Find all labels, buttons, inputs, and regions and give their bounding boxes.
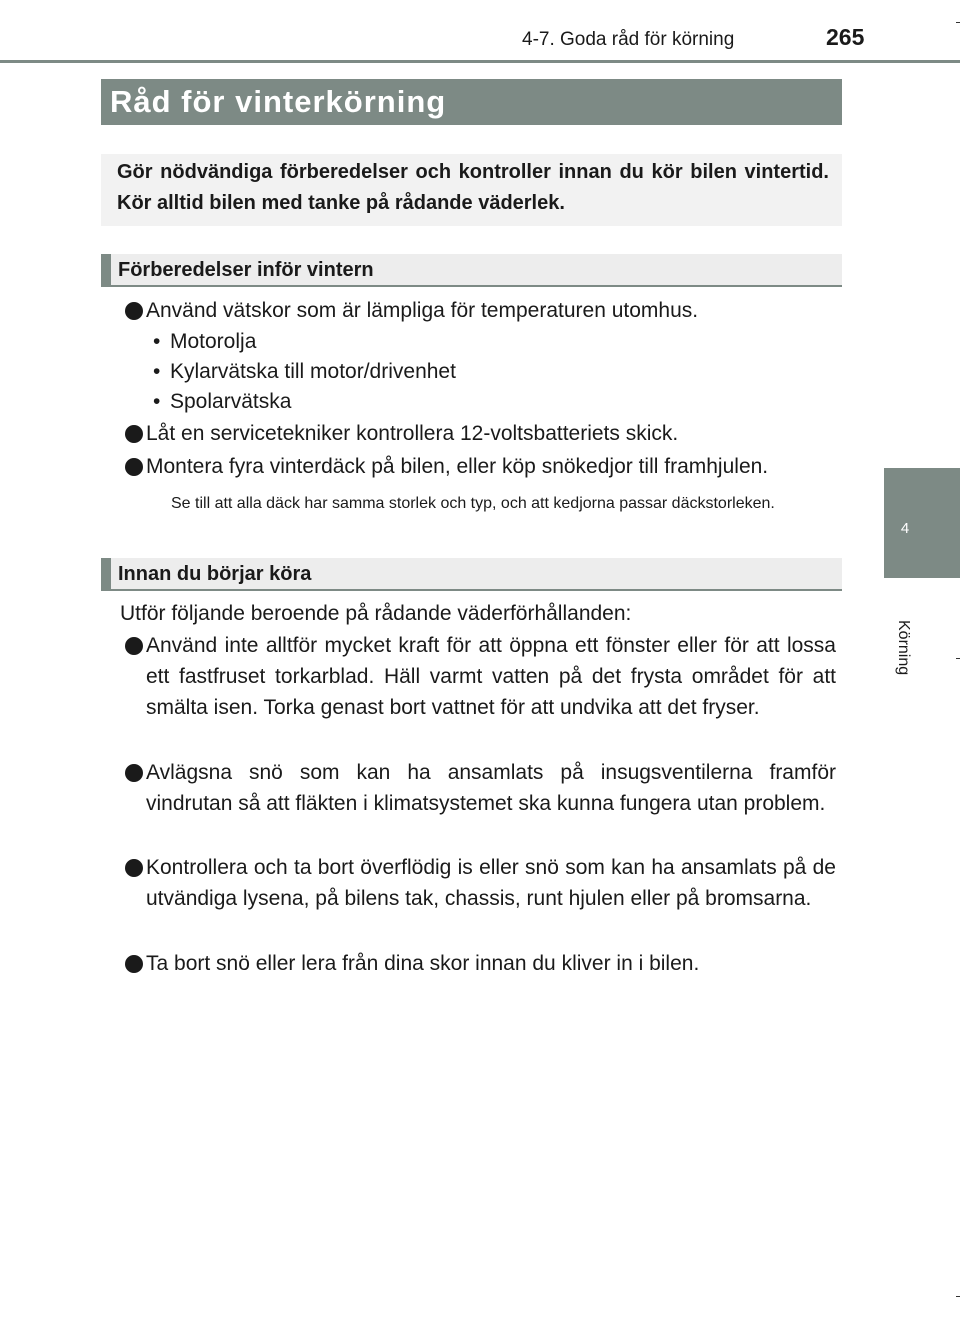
sub-list-item: Kylarvätska till motor/drivenhet	[170, 360, 456, 383]
list-item: Använd inte alltför mycket kraft för att öppna ett fönster eller för att lossa ett fastfruset torkarblad. Häll varmt vatten på det frysta området för att smälta isen. Torka genast bort vattnet för att undvika att det fryser.	[146, 634, 836, 719]
intro-text: Gör nödvändiga förberedelser och kontroller innan du kör bilen vintertid. Kör alltid bilen med tanke på rådande väderlek.	[117, 161, 829, 214]
list-item: Ta bort snö eller lera från dina skor innan du kliver in i bilen.	[146, 952, 700, 975]
bullet-icon	[125, 458, 143, 476]
chapter-number: 4	[900, 520, 910, 537]
page-number: 265	[826, 24, 865, 50]
sub-bullet-icon: •	[153, 330, 161, 353]
list-item: Kontrollera och ta bort överflödig is eller snö som kan ha ansamlats på de utvändiga lysena, på bilens tak, chassis, runt hjulen eller på bromsarna.	[146, 856, 836, 910]
lead-text: Utför följande beroende på rådande väderförhållanden:	[120, 602, 632, 625]
sub-list-item: Motorolja	[170, 330, 257, 353]
section-heading-preparations: Förberedelser inför vintern	[118, 259, 374, 281]
sub-list-item: Spolarvätska	[170, 390, 292, 413]
page-title: Råd för vinterkörning	[110, 84, 447, 119]
section-heading-before-driving: Innan du börjar köra	[118, 563, 312, 585]
crop-mark	[956, 1296, 960, 1297]
list-item: Låt en servicetekniker kontrollera 12-voltsbatteriets skick.	[146, 422, 679, 445]
sub-bullet-icon: •	[153, 390, 161, 413]
header-rule	[0, 60, 960, 63]
note-text: Se till att alla däck har samma storlek och typ, och att kedjorna passar däckstorleken.	[171, 495, 775, 512]
bullet-icon	[125, 764, 143, 782]
chapter-label	[870, 620, 930, 680]
list-item: Montera fyra vinterdäck på bilen, eller köp snökedjor till framhjulen.	[146, 455, 769, 478]
crop-mark	[956, 658, 960, 659]
bullet-icon	[125, 859, 143, 877]
sub-bullet-icon: •	[153, 360, 161, 383]
list-item: Använd vätskor som är lämpliga för temperaturen utomhus.	[146, 299, 699, 322]
bullet-icon	[125, 425, 143, 443]
list-item: Avlägsna snö som kan ha ansamlats på insugsventilerna framför vindrutan så att fläkten i klimatsystemet ska kunna fungera utan problem.	[146, 761, 836, 815]
bullet-icon	[125, 637, 143, 655]
crop-mark	[956, 22, 960, 23]
header-section-title: 4-7. Goda råd för körning	[522, 29, 735, 50]
bullet-icon	[125, 955, 143, 973]
chapter-label-text: Körning	[895, 620, 912, 676]
bullet-icon	[125, 302, 143, 320]
